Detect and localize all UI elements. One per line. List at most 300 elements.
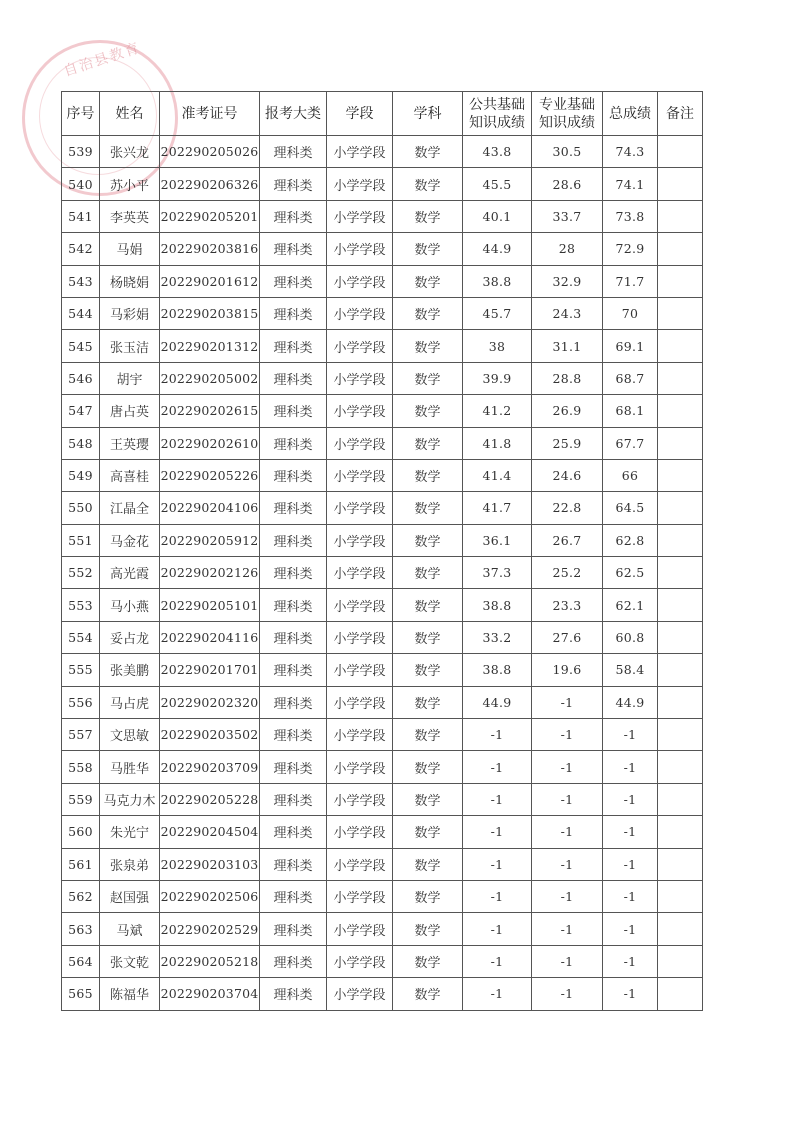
score-table xyxy=(61,91,703,1011)
cell-subject: 数学 xyxy=(393,589,463,621)
cell-category: 理科类 xyxy=(260,557,327,589)
cell-name: 文思敏 xyxy=(100,719,160,751)
cell-pro-score: -1 xyxy=(532,686,603,718)
cell-name: 高光霞 xyxy=(100,557,160,589)
cell-ticket: 202290204504 xyxy=(160,816,260,848)
cell-category: 理科类 xyxy=(260,427,327,459)
table-row xyxy=(62,200,703,232)
cell-pro-score: -1 xyxy=(532,913,603,945)
header-name: 姓名 xyxy=(100,92,160,136)
cell-seq: 559 xyxy=(62,783,100,815)
cell-subject: 数学 xyxy=(393,362,463,394)
cell-stage: 小学学段 xyxy=(327,492,393,524)
cell-subject: 数学 xyxy=(393,816,463,848)
cell-stage: 小学学段 xyxy=(327,913,393,945)
cell-remark xyxy=(658,233,703,265)
cell-ticket: 202290205912 xyxy=(160,524,260,556)
cell-subject: 数学 xyxy=(393,945,463,977)
cell-public-score: 33.2 xyxy=(463,621,532,653)
cell-seq: 560 xyxy=(62,816,100,848)
cell-seq: 555 xyxy=(62,654,100,686)
cell-remark xyxy=(658,589,703,621)
cell-ticket: 202290203816 xyxy=(160,233,260,265)
cell-ticket: 202290202506 xyxy=(160,880,260,912)
cell-name: 马占虎 xyxy=(100,686,160,718)
cell-ticket: 202290202320 xyxy=(160,686,260,718)
cell-category: 理科类 xyxy=(260,265,327,297)
cell-ticket: 202290205228 xyxy=(160,783,260,815)
cell-subject: 数学 xyxy=(393,427,463,459)
cell-category: 理科类 xyxy=(260,783,327,815)
cell-stage: 小学学段 xyxy=(327,686,393,718)
cell-ticket: 202290205026 xyxy=(160,136,260,168)
cell-name: 马金花 xyxy=(100,524,160,556)
cell-stage: 小学学段 xyxy=(327,783,393,815)
header-public-score-line1: 公共基础 xyxy=(469,96,525,113)
cell-subject: 数学 xyxy=(393,751,463,783)
cell-subject: 数学 xyxy=(393,978,463,1010)
cell-total: 74.3 xyxy=(603,136,658,168)
cell-remark xyxy=(658,880,703,912)
cell-seq: 552 xyxy=(62,557,100,589)
cell-total: 60.8 xyxy=(603,621,658,653)
cell-subject: 数学 xyxy=(393,136,463,168)
cell-public-score: 43.8 xyxy=(463,136,532,168)
cell-name: 王英璎 xyxy=(100,427,160,459)
cell-ticket: 202290203103 xyxy=(160,848,260,880)
table-row xyxy=(62,427,703,459)
cell-name: 陈福华 xyxy=(100,978,160,1010)
cell-remark xyxy=(658,297,703,329)
cell-total: -1 xyxy=(603,913,658,945)
cell-stage: 小学学段 xyxy=(327,524,393,556)
table-row xyxy=(62,589,703,621)
cell-pro-score: -1 xyxy=(532,880,603,912)
cell-seq: 546 xyxy=(62,362,100,394)
cell-total: 66 xyxy=(603,459,658,491)
cell-pro-score: 33.7 xyxy=(532,200,603,232)
cell-public-score: 45.5 xyxy=(463,168,532,200)
cell-stage: 小学学段 xyxy=(327,751,393,783)
cell-ticket: 202290203704 xyxy=(160,978,260,1010)
cell-remark xyxy=(658,945,703,977)
cell-ticket: 202290205226 xyxy=(160,459,260,491)
cell-pro-score: 24.3 xyxy=(532,297,603,329)
table-row xyxy=(62,945,703,977)
cell-remark xyxy=(658,621,703,653)
cell-subject: 数学 xyxy=(393,848,463,880)
cell-remark xyxy=(658,492,703,524)
cell-seq: 557 xyxy=(62,719,100,751)
cell-total: -1 xyxy=(603,848,658,880)
cell-public-score: 44.9 xyxy=(463,233,532,265)
table-row xyxy=(62,233,703,265)
cell-remark xyxy=(658,136,703,168)
cell-name: 张文乾 xyxy=(100,945,160,977)
cell-ticket: 202290203815 xyxy=(160,297,260,329)
cell-total: 73.8 xyxy=(603,200,658,232)
table-body xyxy=(62,136,703,1011)
header-seq: 序号 xyxy=(62,92,100,136)
cell-ticket: 202290205101 xyxy=(160,589,260,621)
cell-subject: 数学 xyxy=(393,654,463,686)
cell-name: 张美鹏 xyxy=(100,654,160,686)
cell-stage: 小学学段 xyxy=(327,654,393,686)
cell-remark xyxy=(658,848,703,880)
table-row xyxy=(62,880,703,912)
cell-seq: 551 xyxy=(62,524,100,556)
cell-subject: 数学 xyxy=(393,168,463,200)
cell-total: 74.1 xyxy=(603,168,658,200)
cell-pro-score: 22.8 xyxy=(532,492,603,524)
cell-public-score: -1 xyxy=(463,751,532,783)
cell-total: 70 xyxy=(603,297,658,329)
cell-stage: 小学学段 xyxy=(327,816,393,848)
cell-ticket: 202290202126 xyxy=(160,557,260,589)
cell-seq: 539 xyxy=(62,136,100,168)
cell-category: 理科类 xyxy=(260,654,327,686)
cell-total: 58.4 xyxy=(603,654,658,686)
cell-total: -1 xyxy=(603,945,658,977)
cell-total: 62.5 xyxy=(603,557,658,589)
cell-pro-score: -1 xyxy=(532,751,603,783)
cell-remark xyxy=(658,654,703,686)
cell-ticket: 202290202610 xyxy=(160,427,260,459)
cell-public-score: 39.9 xyxy=(463,362,532,394)
cell-pro-score: 28.6 xyxy=(532,168,603,200)
table-row xyxy=(62,459,703,491)
cell-seq: 549 xyxy=(62,459,100,491)
cell-total: 68.7 xyxy=(603,362,658,394)
header-pro-score-line1: 专业基础 xyxy=(539,96,595,113)
cell-remark xyxy=(658,330,703,362)
cell-public-score: 44.9 xyxy=(463,686,532,718)
cell-pro-score: 27.6 xyxy=(532,621,603,653)
cell-name: 胡宇 xyxy=(100,362,160,394)
cell-ticket: 202290201612 xyxy=(160,265,260,297)
cell-name: 江晶全 xyxy=(100,492,160,524)
cell-name: 李英英 xyxy=(100,200,160,232)
cell-public-score: -1 xyxy=(463,783,532,815)
cell-stage: 小学学段 xyxy=(327,297,393,329)
cell-stage: 小学学段 xyxy=(327,459,393,491)
cell-total: -1 xyxy=(603,816,658,848)
table-row xyxy=(62,362,703,394)
cell-public-score: -1 xyxy=(463,945,532,977)
cell-subject: 数学 xyxy=(393,233,463,265)
cell-category: 理科类 xyxy=(260,913,327,945)
cell-ticket: 202290202529 xyxy=(160,913,260,945)
cell-category: 理科类 xyxy=(260,945,327,977)
cell-subject: 数学 xyxy=(393,265,463,297)
cell-public-score: -1 xyxy=(463,816,532,848)
cell-ticket: 202290206326 xyxy=(160,168,260,200)
table-row xyxy=(62,913,703,945)
cell-remark xyxy=(658,200,703,232)
cell-name: 马胜华 xyxy=(100,751,160,783)
cell-category: 理科类 xyxy=(260,459,327,491)
header-public-score xyxy=(463,92,532,136)
header-pro-score-line2: 知识成绩 xyxy=(539,114,595,131)
cell-category: 理科类 xyxy=(260,395,327,427)
cell-stage: 小学学段 xyxy=(327,168,393,200)
cell-total: -1 xyxy=(603,880,658,912)
cell-stage: 小学学段 xyxy=(327,621,393,653)
header-total: 总成绩 xyxy=(603,92,658,136)
cell-name: 唐占英 xyxy=(100,395,160,427)
cell-category: 理科类 xyxy=(260,492,327,524)
cell-category: 理科类 xyxy=(260,330,327,362)
cell-stage: 小学学段 xyxy=(327,978,393,1010)
cell-stage: 小学学段 xyxy=(327,395,393,427)
cell-subject: 数学 xyxy=(393,557,463,589)
cell-total: -1 xyxy=(603,783,658,815)
cell-category: 理科类 xyxy=(260,751,327,783)
cell-name: 朱光宁 xyxy=(100,816,160,848)
table-row xyxy=(62,783,703,815)
cell-name: 高喜桂 xyxy=(100,459,160,491)
cell-total: 62.8 xyxy=(603,524,658,556)
cell-public-score: -1 xyxy=(463,848,532,880)
cell-stage: 小学学段 xyxy=(327,557,393,589)
cell-public-score: -1 xyxy=(463,913,532,945)
cell-seq: 563 xyxy=(62,913,100,945)
cell-subject: 数学 xyxy=(393,719,463,751)
header-subject: 学科 xyxy=(393,92,463,136)
cell-subject: 数学 xyxy=(393,783,463,815)
cell-seq: 545 xyxy=(62,330,100,362)
cell-category: 理科类 xyxy=(260,816,327,848)
cell-category: 理科类 xyxy=(260,297,327,329)
table-row xyxy=(62,719,703,751)
cell-pro-score: -1 xyxy=(532,848,603,880)
cell-pro-score: 25.9 xyxy=(532,427,603,459)
cell-seq: 562 xyxy=(62,880,100,912)
cell-stage: 小学学段 xyxy=(327,945,393,977)
cell-total: 67.7 xyxy=(603,427,658,459)
table-row xyxy=(62,524,703,556)
table-row xyxy=(62,330,703,362)
cell-public-score: 45.7 xyxy=(463,297,532,329)
cell-category: 理科类 xyxy=(260,168,327,200)
cell-name: 张玉洁 xyxy=(100,330,160,362)
cell-subject: 数学 xyxy=(393,621,463,653)
cell-stage: 小学学段 xyxy=(327,362,393,394)
cell-subject: 数学 xyxy=(393,459,463,491)
cell-remark xyxy=(658,913,703,945)
table-row xyxy=(62,654,703,686)
cell-name: 马娟 xyxy=(100,233,160,265)
cell-total: 69.1 xyxy=(603,330,658,362)
cell-public-score: 38.8 xyxy=(463,589,532,621)
cell-public-score: 41.2 xyxy=(463,395,532,427)
cell-stage: 小学学段 xyxy=(327,880,393,912)
cell-pro-score: 28 xyxy=(532,233,603,265)
cell-subject: 数学 xyxy=(393,686,463,718)
cell-pro-score: 26.7 xyxy=(532,524,603,556)
cell-ticket: 202290202615 xyxy=(160,395,260,427)
cell-remark xyxy=(658,557,703,589)
cell-pro-score: 32.9 xyxy=(532,265,603,297)
table-header-row xyxy=(62,92,703,136)
table-row xyxy=(62,265,703,297)
cell-remark xyxy=(658,362,703,394)
header-remark: 备注 xyxy=(658,92,703,136)
cell-category: 理科类 xyxy=(260,978,327,1010)
cell-total: -1 xyxy=(603,978,658,1010)
table-row xyxy=(62,686,703,718)
cell-ticket: 202290201312 xyxy=(160,330,260,362)
table-row xyxy=(62,168,703,200)
cell-ticket: 202290204106 xyxy=(160,492,260,524)
cell-stage: 小学学段 xyxy=(327,265,393,297)
cell-public-score: 37.3 xyxy=(463,557,532,589)
cell-category: 理科类 xyxy=(260,362,327,394)
cell-subject: 数学 xyxy=(393,913,463,945)
cell-seq: 550 xyxy=(62,492,100,524)
header-pro-score xyxy=(532,92,603,136)
cell-total: 72.9 xyxy=(603,233,658,265)
cell-seq: 543 xyxy=(62,265,100,297)
cell-seq: 547 xyxy=(62,395,100,427)
cell-seq: 540 xyxy=(62,168,100,200)
cell-category: 理科类 xyxy=(260,233,327,265)
cell-category: 理科类 xyxy=(260,200,327,232)
cell-name: 马小燕 xyxy=(100,589,160,621)
cell-pro-score: -1 xyxy=(532,978,603,1010)
seal-text: 自治县教育 xyxy=(61,39,143,80)
cell-subject: 数学 xyxy=(393,330,463,362)
cell-seq: 548 xyxy=(62,427,100,459)
cell-name: 苏小平 xyxy=(100,168,160,200)
cell-public-score: 38 xyxy=(463,330,532,362)
cell-pro-score: 19.6 xyxy=(532,654,603,686)
cell-category: 理科类 xyxy=(260,848,327,880)
cell-remark xyxy=(658,978,703,1010)
cell-subject: 数学 xyxy=(393,297,463,329)
cell-name: 马斌 xyxy=(100,913,160,945)
cell-seq: 565 xyxy=(62,978,100,1010)
cell-public-score: 40.1 xyxy=(463,200,532,232)
header-category: 报考大类 xyxy=(260,92,327,136)
cell-seq: 558 xyxy=(62,751,100,783)
cell-pro-score: 31.1 xyxy=(532,330,603,362)
cell-remark xyxy=(658,395,703,427)
cell-total: 62.1 xyxy=(603,589,658,621)
cell-name: 马克力木 xyxy=(100,783,160,815)
cell-stage: 小学学段 xyxy=(327,330,393,362)
table-row xyxy=(62,557,703,589)
cell-name: 杨晓娟 xyxy=(100,265,160,297)
cell-subject: 数学 xyxy=(393,200,463,232)
cell-ticket: 202290204116 xyxy=(160,621,260,653)
cell-remark xyxy=(658,751,703,783)
cell-ticket: 202290205201 xyxy=(160,200,260,232)
cell-pro-score: 24.6 xyxy=(532,459,603,491)
cell-total: -1 xyxy=(603,751,658,783)
cell-remark xyxy=(658,783,703,815)
cell-name: 张兴龙 xyxy=(100,136,160,168)
cell-seq: 554 xyxy=(62,621,100,653)
cell-public-score: -1 xyxy=(463,719,532,751)
table-row xyxy=(62,751,703,783)
cell-subject: 数学 xyxy=(393,492,463,524)
cell-remark xyxy=(658,427,703,459)
cell-stage: 小学学段 xyxy=(327,427,393,459)
table-row xyxy=(62,978,703,1010)
cell-total: 68.1 xyxy=(603,395,658,427)
table-row xyxy=(62,848,703,880)
table-row xyxy=(62,136,703,168)
cell-pro-score: -1 xyxy=(532,719,603,751)
table-row xyxy=(62,621,703,653)
cell-remark xyxy=(658,686,703,718)
cell-seq: 541 xyxy=(62,200,100,232)
cell-pro-score: 30.5 xyxy=(532,136,603,168)
cell-remark xyxy=(658,719,703,751)
cell-public-score: 41.8 xyxy=(463,427,532,459)
cell-pro-score: -1 xyxy=(532,783,603,815)
cell-subject: 数学 xyxy=(393,880,463,912)
header-public-score-line2: 知识成绩 xyxy=(469,114,525,131)
cell-ticket: 202290205002 xyxy=(160,362,260,394)
cell-name: 张泉弟 xyxy=(100,848,160,880)
cell-public-score: 41.4 xyxy=(463,459,532,491)
cell-pro-score: 28.8 xyxy=(532,362,603,394)
cell-total: 64.5 xyxy=(603,492,658,524)
cell-ticket: 202290205218 xyxy=(160,945,260,977)
cell-pro-score: 25.2 xyxy=(532,557,603,589)
cell-seq: 544 xyxy=(62,297,100,329)
cell-pro-score: 26.9 xyxy=(532,395,603,427)
cell-category: 理科类 xyxy=(260,136,327,168)
cell-pro-score: -1 xyxy=(532,945,603,977)
cell-public-score: 36.1 xyxy=(463,524,532,556)
cell-total: -1 xyxy=(603,719,658,751)
cell-stage: 小学学段 xyxy=(327,200,393,232)
table-row xyxy=(62,492,703,524)
cell-stage: 小学学段 xyxy=(327,136,393,168)
cell-seq: 542 xyxy=(62,233,100,265)
cell-pro-score: 23.3 xyxy=(532,589,603,621)
cell-ticket: 202290203709 xyxy=(160,751,260,783)
cell-name: 赵国强 xyxy=(100,880,160,912)
cell-seq: 564 xyxy=(62,945,100,977)
cell-pro-score: -1 xyxy=(532,816,603,848)
cell-total: 44.9 xyxy=(603,686,658,718)
cell-public-score: 41.7 xyxy=(463,492,532,524)
cell-public-score: -1 xyxy=(463,880,532,912)
cell-remark xyxy=(658,524,703,556)
cell-remark xyxy=(658,168,703,200)
cell-stage: 小学学段 xyxy=(327,848,393,880)
table-row xyxy=(62,816,703,848)
cell-stage: 小学学段 xyxy=(327,589,393,621)
cell-public-score: 38.8 xyxy=(463,265,532,297)
cell-stage: 小学学段 xyxy=(327,233,393,265)
cell-category: 理科类 xyxy=(260,524,327,556)
cell-subject: 数学 xyxy=(393,395,463,427)
cell-remark xyxy=(658,265,703,297)
cell-remark xyxy=(658,816,703,848)
cell-category: 理科类 xyxy=(260,686,327,718)
cell-ticket: 202290203502 xyxy=(160,719,260,751)
cell-remark xyxy=(658,459,703,491)
cell-name: 妥占龙 xyxy=(100,621,160,653)
cell-seq: 561 xyxy=(62,848,100,880)
cell-public-score: -1 xyxy=(463,978,532,1010)
cell-subject: 数学 xyxy=(393,524,463,556)
